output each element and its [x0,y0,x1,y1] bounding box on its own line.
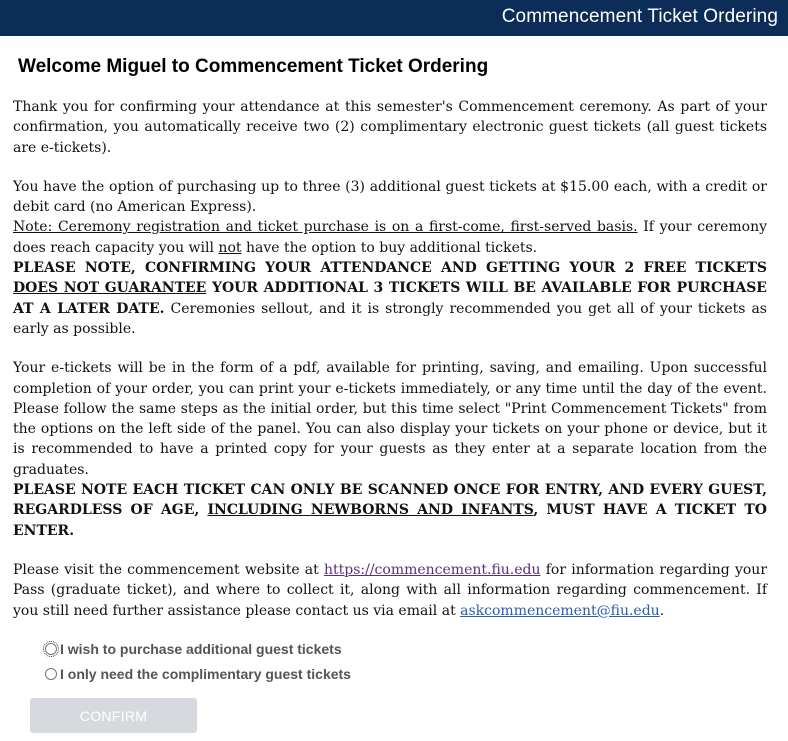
instructions-text [13,97,767,621]
contact-text-part2: for information regarding your Pass (graduate ticket), and where to collect it, along with all information regarding commencement. If you still need further assistance please contact us via email at [13,561,768,619]
purchase-option-paragraph [13,177,767,339]
first-come-note: Note: Ceremony registration and ticket purchase is on a first-come, first-served basis. [13,219,638,236]
guarantee-warning-part2: YOUR ADDITIONAL 3 TICKETS WILL BE AVAILABLE FOR PURCHASE AT A LATER DATE. [13,280,767,317]
eticket-text: Your e-tickets will be in the form of a pdf, available for printing, saving, and emailing. Upon successful completion of your order, you can print your e-tickets immediately, or any time until the day of the event. Please follow the same steps as the initial order, but this time select "Print Commencement Tickets" from the options on the left side of the panel. You can also display your tickets on your phone or device, but it is recommended to have a printed copy for your guests as they enter at a separate location from the graduates. [13,360,767,478]
complimentary-only-radio[interactable] [45,668,57,680]
purchase-additional-radio[interactable] [45,643,57,655]
app-header [0,0,788,36]
purchase-additional-option[interactable] [45,636,351,661]
capacity-note-part2: have the option to buy additional tickets. [241,239,538,256]
guarantee-warning-underlined: DOES NOT GUARANTEE [13,280,207,297]
complimentary-only-option[interactable] [45,661,351,686]
scan-warning-part1: PLEASE NOTE EACH TICKET CAN ONLY BE SCANNED ONCE FOR ENTRY, AND EVERY GUEST, REGARDLESS OF AGE, [13,482,767,519]
app-title: Commencement Ticket Ordering [501,6,778,27]
contact-email-link[interactable]: askcommencement@fiu.edu [460,602,660,619]
sellout-advice: Ceremonies sellout, and it is strongly recommended you get all of your tickets as early as possible. [13,300,767,337]
capacity-note-not: not [218,239,242,256]
purchase-additional-label[interactable]: I wish to purchase additional guest tickets [60,640,342,657]
contact-paragraph [13,560,767,621]
confirmation-paragraph: Thank you for confirming your attendance at this semester's Commencement ceremony. As part of your confirmation, you automatically receive two (2) complimentary electronic guest tickets (all guest tickets are e-tickets). [13,99,767,156]
page-title: Welcome Miguel to Commencement Ticket Ordering [18,56,489,77]
eticket-paragraph [13,358,767,541]
confirm-button[interactable]: CONFIRM [30,698,197,733]
capacity-note-part1: If your ceremony does reach capacity you will [13,219,767,256]
contact-text-part3: . [659,602,665,619]
guarantee-warning-part1: PLEASE NOTE, CONFIRMING YOUR ATTENDANCE AND GETTING YOUR 2 FREE TICKETS [13,260,767,277]
commencement-website-link[interactable]: https://commencement.fiu.edu [323,561,541,578]
complimentary-only-label[interactable]: I only need the complimentary guest tickets [60,665,351,682]
purchase-option-text: You have the option of purchasing up to three (3) additional guest tickets at $15.00 each, with a credit or debit card (no American Express). [13,178,767,216]
scan-warning-underlined: INCLUDING NEWBORNS AND INFANTS [207,502,534,519]
contact-text-part1: Please visit the commencement website at [13,561,324,578]
scan-warning-part2: , MUST HAVE A TICKET TO ENTER. [13,502,767,539]
ticket-option-group [45,636,351,686]
